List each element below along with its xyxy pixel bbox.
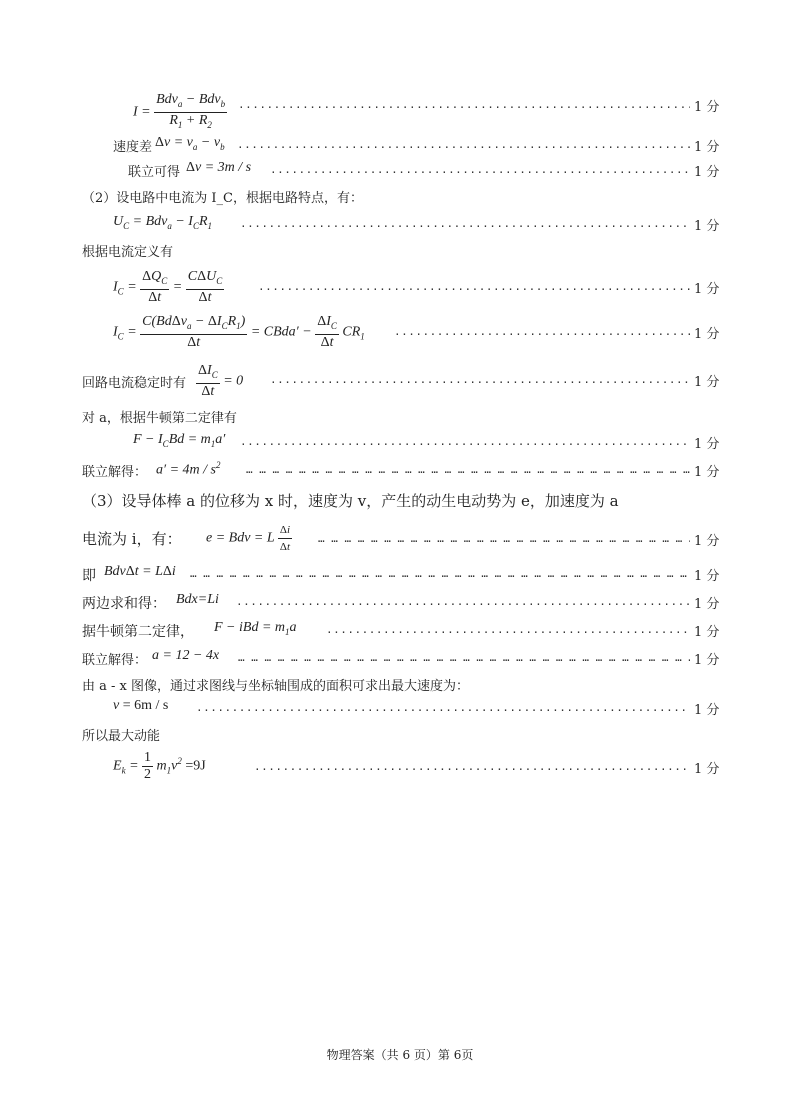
text-line-current-definition [0, 236, 800, 264]
text-line-newton-a [0, 402, 800, 430]
score-label: 1 分 [694, 534, 720, 549]
dot-leader [240, 435, 690, 448]
dot-leader [270, 373, 690, 386]
equation-line-acceleration-function [0, 644, 800, 672]
score-label: 1 分 [694, 100, 720, 115]
line-label: 所以最大动能 [82, 729, 161, 744]
formula-velocity-difference: $\Delta v = v_a - v_b$ [155, 135, 225, 152]
formula-current: I = $\frac{Bdv_a - Bdv_b}{R_1 + R_2}$ [133, 92, 226, 130]
line-label: 据牛顿第二定律， [82, 624, 194, 640]
score-label: 1 分 [694, 219, 720, 234]
equation-line-current [0, 86, 800, 130]
equation-line-newton-force [0, 428, 800, 456]
equation-line-current-expansion [0, 310, 800, 354]
dot-leader [240, 217, 690, 230]
line-label: 即 [82, 568, 96, 584]
formula-steady-current: $\frac{\Delta I_C}{\Delta t}$ = 0 [198, 363, 244, 399]
dot-leader [237, 138, 690, 151]
dot-leader [196, 701, 690, 714]
line-label: （3）设导体棒 a 的位移为 x 时，速度为 v，产生的动生电动势为 e，加速度为 a [82, 492, 619, 510]
dot-leader [238, 651, 690, 664]
text-line-part-2 [0, 182, 800, 210]
equation-line-emf [0, 520, 800, 560]
line-label: 两边求和得： [82, 596, 166, 612]
equation-line-newton-second [0, 616, 800, 644]
equation-line-velocity-difference [0, 131, 800, 159]
dot-leader [258, 280, 690, 293]
line-label: 对 a，根据牛顿第二定律有 [82, 411, 237, 426]
dot-leader [254, 760, 690, 773]
formula-velocity-result: Δv = 3m / s [186, 160, 252, 175]
score-label: 1 分 [694, 569, 720, 584]
equation-line-current-definition [0, 266, 800, 306]
formula-acceleration-function: a = 12 − 4x [152, 648, 220, 663]
formula-acceleration-result: $a' = 4m / s^2$ [156, 460, 221, 478]
equation-line-inductance [0, 560, 800, 588]
score-label: 1 分 [694, 762, 720, 777]
text-line-max-kinetic-energy [0, 720, 800, 748]
formula-text [0, 0, 1, 1]
dot-leader [246, 463, 690, 476]
score-label: 1 分 [694, 375, 720, 390]
score-label: 1 分 [694, 597, 720, 612]
score-label: 1 分 [694, 437, 720, 452]
line-label: 联立可得 [128, 165, 181, 180]
formula-max-velocity: v = 6m / s [113, 698, 169, 713]
dot-leader [238, 98, 690, 111]
equation-line-max-velocity [0, 694, 800, 722]
score-label: 1 分 [694, 625, 720, 640]
line-label: 回路电流稳定时有 [82, 376, 187, 391]
score-label: 1 分 [694, 165, 720, 180]
score-label: 1 分 [694, 282, 720, 297]
line-label: 由 a - x 图像，通过求图线与坐标轴围成的面积可求出最大速度为： [82, 679, 470, 694]
formula-emf: e = Bdv = L $\frac{\Delta i}{\Delta t}$ [206, 524, 291, 553]
dot-leader [270, 163, 690, 176]
dot-leader [326, 623, 690, 636]
equation-line-kinetic-energy [0, 748, 800, 788]
equation-line-steady-current [0, 362, 800, 398]
equation-line-capacitor-voltage [0, 210, 800, 238]
dot-leader [236, 595, 690, 608]
line-label: 联立解得： [82, 465, 148, 480]
line-label: 根据电流定义有 [82, 245, 174, 260]
equation-line-summation [0, 588, 800, 616]
formula-summation: Bdx=Li [176, 592, 219, 607]
score-label: 1 分 [694, 140, 720, 155]
formula-capacitor-voltage: $U_C = Bdv_a - I_CR_1$ [113, 214, 213, 231]
dot-leader [318, 532, 690, 545]
score-label: 1 分 [694, 703, 720, 718]
formula-kinetic-energy: $E_k$ = $\frac{1}{2}$ $m_1v^2 =9J$ [113, 750, 206, 782]
score-label: 1 分 [694, 327, 720, 342]
line-label: （2）设电路中电流为 I_C，根据电路特点，有： [82, 191, 363, 206]
line-label: 联立解得： [82, 653, 148, 668]
score-label: 1 分 [694, 465, 720, 480]
formula-newton-force: $F - I_CBd = m_1a'$ [133, 432, 226, 449]
formula-current-expansion: $I_C$ = $\frac{C(Bd\Delta v_a - \Delta I_CR_1)}{\Delta t}$ = CBda′ − $\frac{\Delta I_C}{\Delta t}$ $CR_1$ [113, 314, 365, 350]
formula-inductance: BdvΔt = LΔi [104, 564, 176, 579]
page-footer: 物理答案（共 6 页）第 6页 [326, 1048, 474, 1062]
formula-current-definition: $I_C$ = $\frac{\Delta Q_C}{\Delta t}$ = $\frac{C\Delta U_C}{\Delta t}$ [113, 269, 223, 305]
dot-leader [394, 325, 690, 338]
equation-line-acceleration-result [0, 456, 800, 484]
equation-line-velocity-result [0, 156, 800, 184]
score-label: 1 分 [694, 653, 720, 668]
line-label: 电流为 i，有： [82, 530, 182, 548]
line-label: 速度差 [113, 140, 153, 155]
formula-newton-second: F − iBd = $m_1a$ [214, 620, 297, 637]
dot-leader [190, 567, 690, 580]
text-line-part-3 [0, 484, 800, 516]
